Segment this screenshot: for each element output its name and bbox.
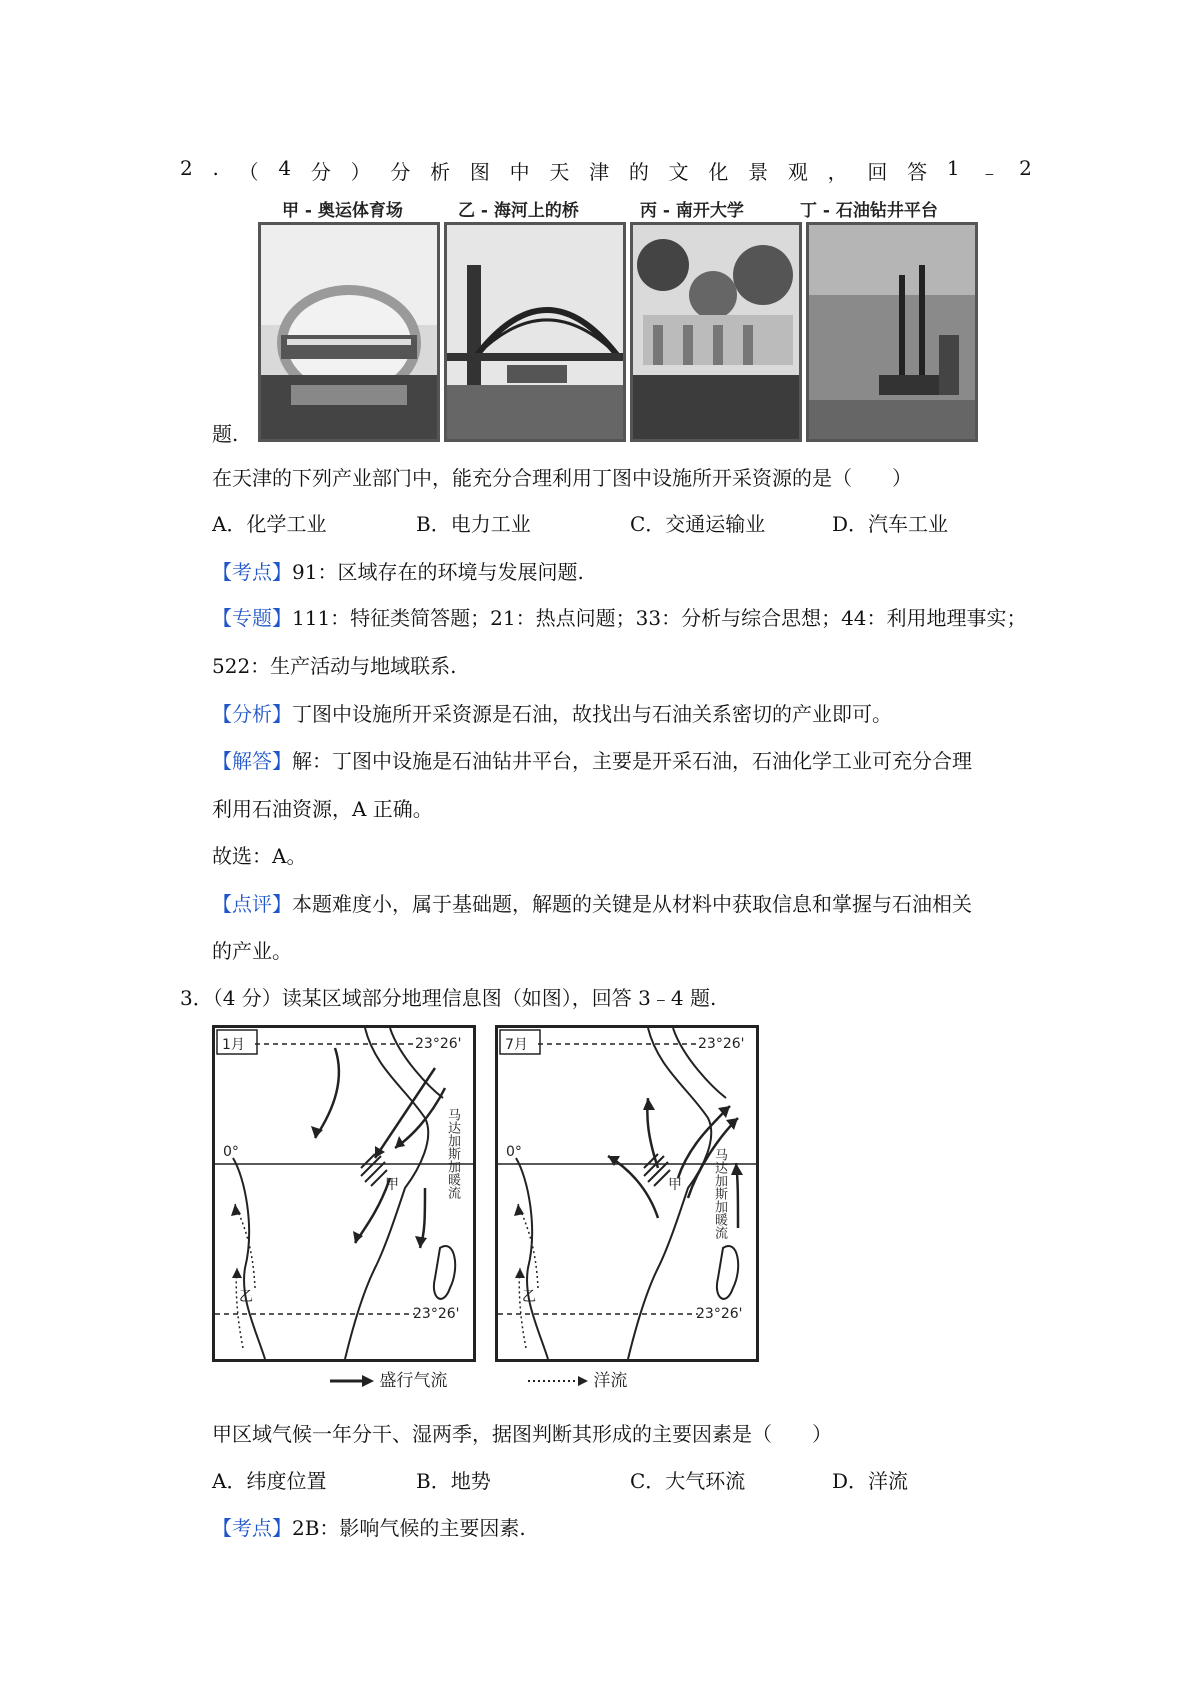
fenxi-tag: 【分析】 [212, 702, 292, 726]
q2-heading-char: ﹣ [979, 160, 1000, 184]
map1-month: 1月 [222, 1037, 245, 1053]
dianping-text-1: 本题难度小，属于基础题，解题的关键是从材料中获取信息和掌握与石油相关 [292, 892, 972, 916]
q2-heading-char: 分 [310, 160, 331, 184]
zhuanti-text-2: 522：生产活动与地域联系. [212, 654, 457, 678]
q2-zhuanti [212, 602, 1027, 631]
q3-question: 甲区域气候一年分干、湿两季，据图判断其形成的主要因素是（ ） [212, 1422, 832, 1446]
q2-heading-char: 图 [469, 160, 490, 184]
q2-option-d: D．汽车工业 [832, 512, 949, 536]
jieda-text-2: 利用石油资源，A 正确。 [212, 797, 433, 821]
map2-current-label: 马达加斯加暖流 [712, 1148, 727, 1239]
q3-kaodian [212, 1512, 526, 1541]
wind-arrow-icon [330, 1374, 374, 1388]
q3-kaodian-text: 2B：影响气候的主要因素. [292, 1516, 526, 1540]
photo-caption-bing: 丙 - 南开大学 [640, 201, 744, 221]
photo-nankai-university [630, 222, 802, 442]
fenxi-text: 丁图中设施所开采资源是石油，故找出与石油关系密切的产业即可。 [292, 702, 892, 726]
map2-lat-south: 23°26' [696, 1306, 743, 1322]
q2-heading [180, 156, 1032, 185]
map1-marker-jia: 甲 [385, 1177, 399, 1193]
photo-caption-yi: 乙 - 海河上的桥 [458, 201, 579, 221]
q3-title: 3．（4 分）读某区域部分地理信息图（如图），回答 3﹣4 题. [180, 986, 717, 1010]
map2-equator: 0° [506, 1144, 522, 1160]
legend-wind [330, 1366, 447, 1391]
q2-heading-char: （ [238, 160, 259, 184]
legend-wind-label: 盛行气流 [379, 1371, 448, 1391]
q2-heading-char: 4 [278, 156, 292, 180]
q2-heading-char: 景 [748, 160, 769, 184]
q2-heading-char: 文 [668, 160, 689, 184]
map1-equator: 0° [223, 1144, 239, 1160]
q3-option-b: B．地势 [416, 1469, 491, 1493]
map1-current-label: 马达加斯加暖流 [445, 1108, 460, 1199]
q2-heading-char: ， [827, 160, 848, 184]
jieda-text-1: 解：丁图中设施是石油钻井平台，主要是开采石油，石油化学工业可充分合理 [292, 749, 972, 773]
map1-lat-north: 23°26' [415, 1036, 462, 1052]
photo-oil-drilling-platform [806, 222, 978, 442]
q2-question: 在天津的下列产业部门中，能充分合理利用丁图中设施所开采资源的是（ ） [212, 466, 912, 490]
map2-month: 7月 [505, 1037, 528, 1053]
q3-option-a: A．纬度位置 [212, 1469, 327, 1493]
q2-heading-tail: 题. [212, 422, 239, 446]
dianping-text-2: 的产业。 [212, 939, 292, 963]
map-january [212, 1025, 476, 1362]
q2-heading-char: . [212, 156, 219, 180]
q2-heading-char: 化 [708, 160, 729, 184]
photo-caption-jia: 甲 - 奥运体育场 [282, 201, 403, 221]
zhuanti-tag: 【专题】 [212, 606, 292, 630]
photo-haihe-bridge [444, 222, 626, 442]
legend-current [528, 1366, 627, 1391]
q3-option-c: C．大气环流 [630, 1469, 746, 1493]
q2-heading-char: 1 [946, 156, 960, 180]
q2-answer: 故选：A。 [212, 844, 307, 868]
q2-jieda [212, 745, 972, 774]
q2-option-a: A．化学工业 [212, 512, 327, 536]
map-july [495, 1025, 759, 1362]
zhuanti-text-1: 111：特征类简答题；21：热点问题；33：分析与综合思想；44：利用地理事实； [292, 606, 1027, 630]
q2-heading-char: 2 [1019, 156, 1032, 180]
q2-option-b: B．电力工业 [416, 512, 531, 536]
q2-kaodian [212, 556, 584, 585]
q2-heading-char: 天 [549, 160, 570, 184]
photo-olympic-stadium [258, 222, 440, 442]
jieda-tag: 【解答】 [212, 749, 292, 773]
kaodian-text: 91：区域存在的环境与发展问题. [292, 560, 584, 584]
map2-lat-north: 23°26' [698, 1036, 745, 1052]
map1-lat-south: 23°26' [413, 1306, 460, 1322]
kaodian-tag: 【考点】 [212, 560, 292, 584]
q2-heading-char: 的 [628, 160, 649, 184]
q3-option-d: D．洋流 [832, 1469, 909, 1493]
q2-dianping [212, 888, 972, 917]
q2-heading-char: ） [350, 160, 371, 184]
q2-fenxi [212, 698, 892, 727]
q2-heading-char: 分 [390, 160, 411, 184]
q3-kaodian-tag: 【考点】 [212, 1516, 292, 1540]
map2-marker-yi: 乙 [522, 1289, 536, 1305]
q2-heading-char: 津 [589, 160, 610, 184]
q2-heading-char: 析 [430, 160, 451, 184]
q2-heading-char: 2 [180, 156, 193, 180]
map2-marker-jia: 甲 [668, 1177, 682, 1193]
q2-heading-char: 回 [867, 160, 888, 184]
q2-heading-char: 中 [509, 160, 530, 184]
q2-option-c: C．交通运输业 [630, 512, 766, 536]
current-arrow-icon [528, 1374, 588, 1388]
photo-caption-ding: 丁 - 石油钻井平台 [800, 201, 938, 221]
map1-marker-yi: 乙 [239, 1289, 253, 1305]
q2-heading-char: 观 [787, 160, 808, 184]
legend-current-label: 洋流 [593, 1371, 628, 1391]
q2-heading-char: 答 [907, 160, 928, 184]
dianping-tag: 【点评】 [212, 892, 292, 916]
